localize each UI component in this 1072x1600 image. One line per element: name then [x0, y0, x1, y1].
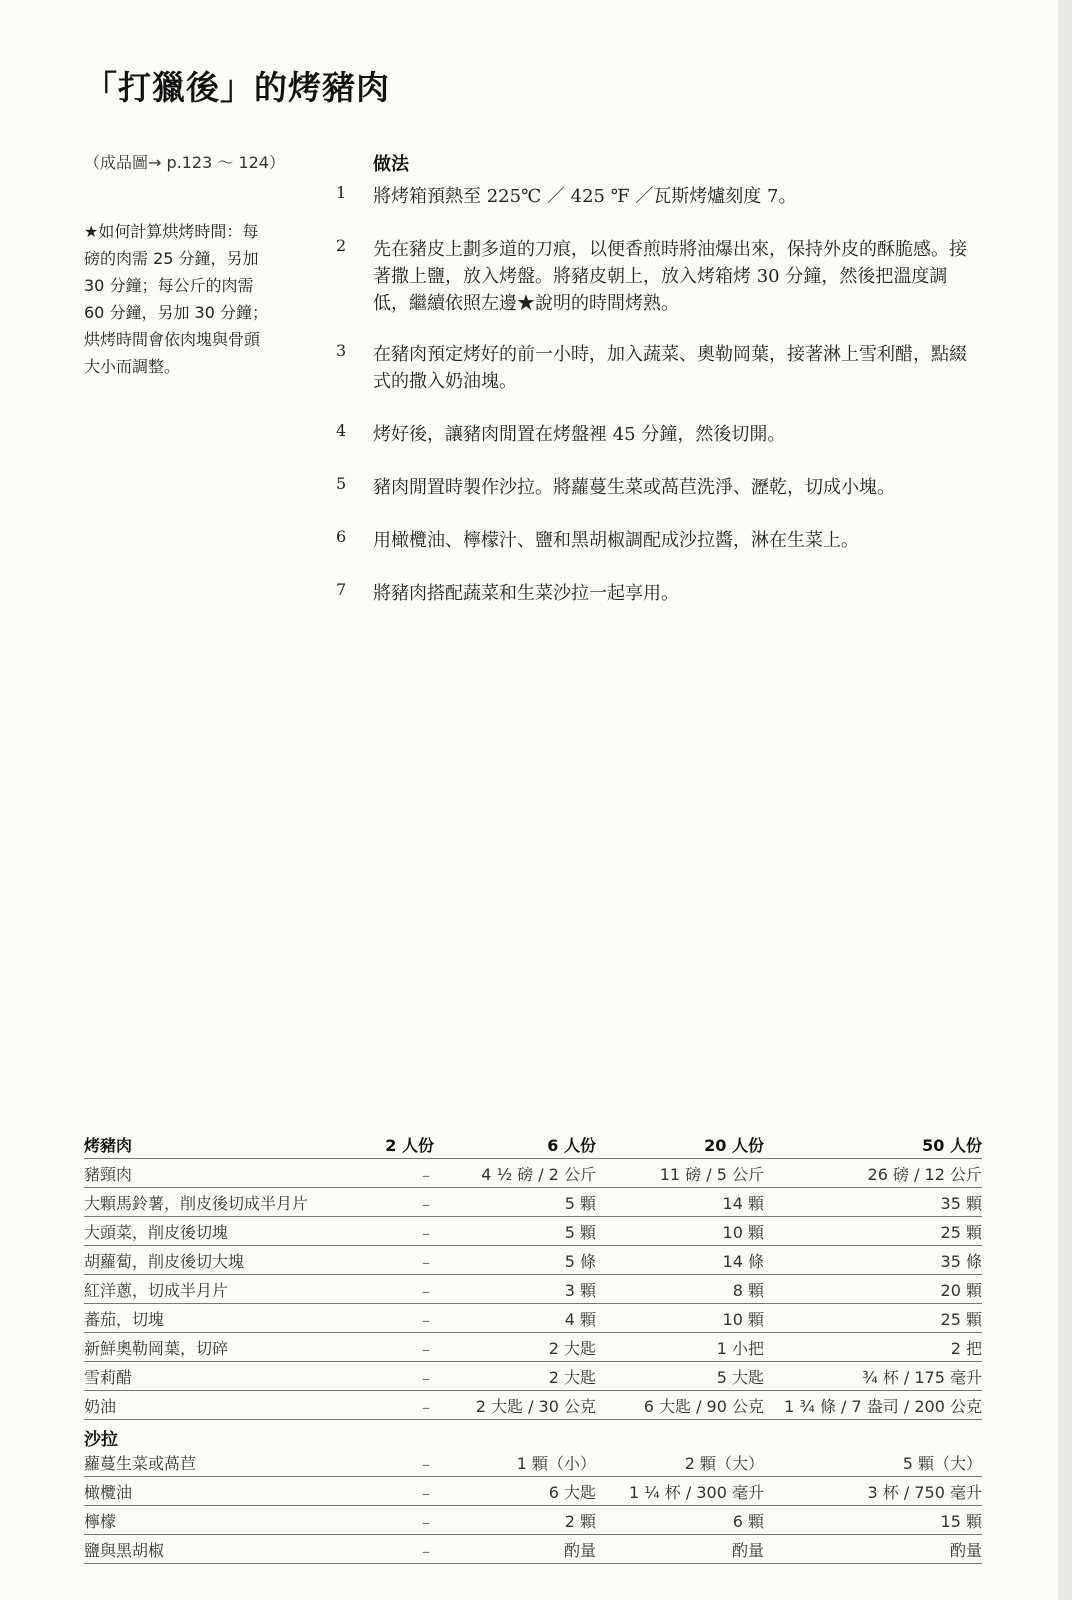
cell: 14 顆 — [596, 1188, 764, 1217]
table-row — [84, 1304, 982, 1333]
photo-reference: （成品圖→ p.123 ～ 124） — [84, 153, 285, 172]
cell: 35 條 — [764, 1246, 982, 1275]
step-text: 將豬肉搭配蔬菜和生菜沙拉一起享用。 — [373, 583, 679, 604]
cell: 35 顆 — [764, 1188, 982, 1217]
cell: 6 顆 — [596, 1506, 764, 1535]
cell: 酌量 — [434, 1535, 596, 1564]
cell: 5 大匙 — [596, 1362, 764, 1391]
cell: 3 杯 / 750 毫升 — [764, 1477, 982, 1506]
column-header: 50 人份 — [764, 1130, 982, 1159]
cell: 5 顆（大） — [764, 1448, 982, 1477]
ingredient-name: 奶油 — [84, 1391, 354, 1420]
cell: 2 把 — [764, 1333, 982, 1362]
salad-heading: 沙拉 — [84, 1430, 118, 1450]
cell: 10 顆 — [596, 1217, 764, 1246]
ingredient-name: 鹽與黑胡椒 — [84, 1535, 354, 1564]
ingredient-name: 蕃茄，切塊 — [84, 1304, 354, 1333]
cell: – — [354, 1246, 434, 1275]
step-number: 3 — [336, 341, 347, 360]
ingredient-name: 橄欖油 — [84, 1477, 354, 1506]
cell: 11 磅 / 5 公斤 — [596, 1159, 764, 1188]
cell: – — [354, 1506, 434, 1535]
cell: 15 顆 — [764, 1506, 982, 1535]
page-edge — [1058, 0, 1072, 1600]
ingredient-name: 胡蘿蔔，削皮後切大塊 — [84, 1246, 354, 1275]
step-number: 4 — [336, 421, 347, 440]
cell: 5 顆 — [434, 1188, 596, 1217]
ingredient-name: 紅洋蔥，切成半月片 — [84, 1275, 354, 1304]
pork-ingredients-table — [84, 1130, 982, 1420]
cell: 25 顆 — [764, 1217, 982, 1246]
step-text: 將烤箱預熱至 225℃ ／ 425 ℉ ／瓦斯烤爐刻度 7。 — [373, 186, 797, 207]
step-text: 在豬肉預定烤好的前一小時，加入蔬菜、奧勒岡葉，接著淋上雪利醋，點綴式的撒入奶油塊。 — [373, 344, 967, 392]
cell: 6 大匙 — [434, 1477, 596, 1506]
table-header-row — [84, 1130, 982, 1159]
cell: 1 ¼ 杯 / 300 毫升 — [596, 1477, 764, 1506]
table-row — [84, 1217, 982, 1246]
cell: 2 大匙 — [434, 1362, 596, 1391]
step-number: 6 — [336, 527, 347, 546]
cell: 酌量 — [596, 1535, 764, 1564]
column-header: 2 人份 — [354, 1130, 434, 1159]
step-number: 2 — [336, 236, 347, 255]
cell: – — [354, 1159, 434, 1188]
cell: – — [354, 1448, 434, 1477]
cell: 1 小把 — [596, 1333, 764, 1362]
table-row — [84, 1391, 982, 1420]
step-number: 5 — [336, 474, 347, 493]
ingredient-name: 雪莉醋 — [84, 1362, 354, 1391]
cell: – — [354, 1304, 434, 1333]
table-row — [84, 1362, 982, 1391]
step-text: 用橄欖油、檸檬汁、鹽和黑胡椒調配成沙拉醬，淋在生菜上。 — [373, 530, 859, 551]
table-row — [84, 1188, 982, 1217]
table-row — [84, 1246, 982, 1275]
step-text: 先在豬皮上劃多道的刀痕，以便香煎時將油爆出來，保持外皮的酥脆感。接著撒上鹽，放入烤盤。將豬皮朝上，放入烤箱烤 30 分鐘，然後把溫度調低，繼續依照左邊★說明的時間烤熟。 — [373, 239, 967, 314]
cell: 4 顆 — [434, 1304, 596, 1333]
table-row — [84, 1535, 982, 1564]
table-row — [84, 1275, 982, 1304]
cell: 2 顆（大） — [596, 1448, 764, 1477]
cell: 2 大匙 / 30 公克 — [434, 1391, 596, 1420]
column-header: 烤豬肉 — [84, 1130, 354, 1159]
cell: 1 ¾ 條 / 7 盎司 / 200 公克 — [764, 1391, 982, 1420]
column-header: 20 人份 — [596, 1130, 764, 1159]
cell: – — [354, 1275, 434, 1304]
ingredient-name: 新鮮奧勒岡葉，切碎 — [84, 1333, 354, 1362]
cell: 26 磅 / 12 公斤 — [764, 1159, 982, 1188]
cell: 6 大匙 / 90 公克 — [596, 1391, 764, 1420]
cell: ¾ 杯 / 175 毫升 — [764, 1362, 982, 1391]
table-row — [84, 1448, 982, 1477]
table-row — [84, 1159, 982, 1188]
cell: 14 條 — [596, 1246, 764, 1275]
cell: 酌量 — [764, 1535, 982, 1564]
cell: 3 顆 — [434, 1275, 596, 1304]
ingredient-name: 檸檬 — [84, 1506, 354, 1535]
cell: 2 大匙 — [434, 1333, 596, 1362]
recipe-title: 「打獵後」的烤豬肉 — [84, 68, 390, 107]
cell: 2 顆 — [434, 1506, 596, 1535]
cell: 1 顆（小） — [434, 1448, 596, 1477]
cell: – — [354, 1333, 434, 1362]
step-number: 1 — [336, 183, 347, 202]
table-row — [84, 1506, 982, 1535]
cell: 20 顆 — [764, 1275, 982, 1304]
cell: – — [354, 1362, 434, 1391]
ingredient-name: 豬頸肉 — [84, 1159, 354, 1188]
ingredient-name: 蘿蔓生菜或萵苣 — [84, 1448, 354, 1477]
cell: 4 ½ 磅 / 2 公斤 — [434, 1159, 596, 1188]
cell: – — [354, 1477, 434, 1506]
cell: 5 條 — [434, 1246, 596, 1275]
cell: – — [354, 1391, 434, 1420]
step-text: 烤好後，讓豬肉閒置在烤盤裡 45 分鐘，然後切開。 — [373, 424, 786, 445]
cell: 10 顆 — [596, 1304, 764, 1333]
column-header: 6 人份 — [434, 1130, 596, 1159]
table-row — [84, 1477, 982, 1506]
cell: 25 顆 — [764, 1304, 982, 1333]
step-number: 7 — [336, 580, 347, 599]
cell: – — [354, 1535, 434, 1564]
ingredient-name: 大頭菜，削皮後切塊 — [84, 1217, 354, 1246]
cell: – — [354, 1217, 434, 1246]
method-heading: 做法 — [373, 154, 409, 175]
salad-ingredients-table — [84, 1448, 982, 1564]
cell: 8 顆 — [596, 1275, 764, 1304]
cell: – — [354, 1188, 434, 1217]
ingredient-name: 大顆馬鈴薯，削皮後切成半月片 — [84, 1188, 354, 1217]
cell: 5 顆 — [434, 1217, 596, 1246]
baking-time-note: ★如何計算烘烤時間：每磅的肉需 25 分鐘，另加 30 分鐘；每公斤的肉需 60 分鐘，另加 30 分鐘；烘烤時間會依肉塊與骨頭大小而調整。 — [84, 222, 268, 376]
table-row — [84, 1333, 982, 1362]
step-text: 豬肉閒置時製作沙拉。將蘿蔓生菜或萵苣洗淨、瀝乾，切成小塊。 — [373, 477, 895, 498]
